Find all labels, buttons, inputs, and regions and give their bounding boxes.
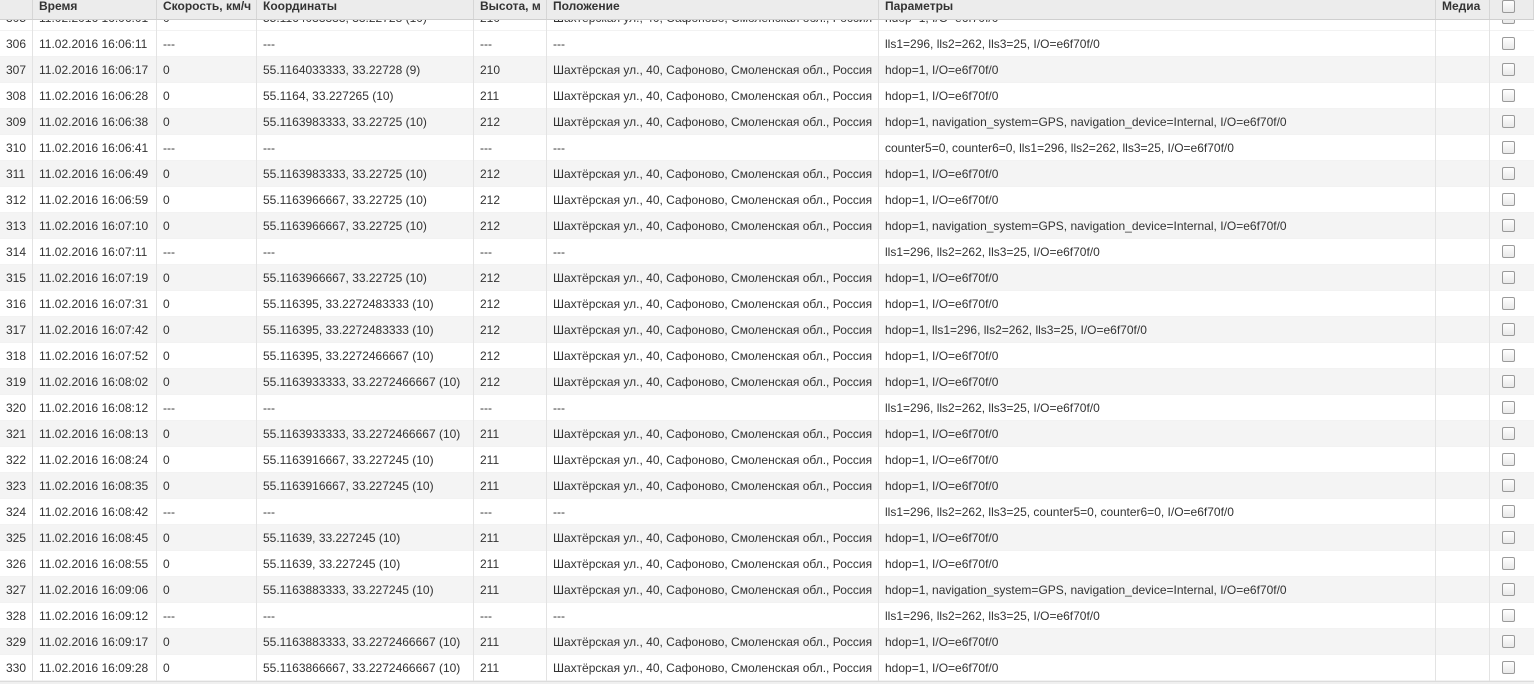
table-row[interactable] <box>0 291 1534 317</box>
row-index: 319 <box>0 369 33 395</box>
row-index: 322 <box>0 447 33 473</box>
row-coordinates: 55.1163933333, 33.2272466667 (10) <box>257 369 474 395</box>
row-media <box>1436 499 1490 525</box>
row-check-cell <box>1490 291 1534 317</box>
row-location: Шахтёрская ул., 40, Сафоново, Смоленская обл., Россия <box>547 109 879 135</box>
table-row[interactable] <box>0 473 1534 499</box>
row-coordinates: 55.11639, 33.227245 (10) <box>257 551 474 577</box>
row-check-cell <box>1490 629 1534 655</box>
row-altitude: 212 <box>474 291 547 317</box>
row-index: 313 <box>0 213 33 239</box>
row-coordinates: 55.1163966667, 33.22725 (10) <box>257 265 474 291</box>
row-altitude: 212 <box>474 369 547 395</box>
row-index: 320 <box>0 395 33 421</box>
row-speed: 0 <box>157 213 257 239</box>
row-checkbox[interactable] <box>1502 193 1515 206</box>
row-checkbox[interactable] <box>1502 245 1515 258</box>
row-altitude: 212 <box>474 161 547 187</box>
row-checkbox[interactable] <box>1502 661 1515 674</box>
row-speed: 0 <box>157 525 257 551</box>
row-checkbox[interactable] <box>1502 349 1515 362</box>
row-checkbox[interactable] <box>1502 635 1515 648</box>
row-check-cell <box>1490 603 1534 629</box>
row-index: 317 <box>0 317 33 343</box>
row-time: 11.02.2016 16:08:02 <box>33 369 157 395</box>
row-media <box>1436 135 1490 161</box>
row-time: 11.02.2016 16:07:52 <box>33 343 157 369</box>
row-index: 330 <box>0 655 33 681</box>
row-check-cell <box>1490 57 1534 83</box>
select-all-cell <box>1490 0 1534 19</box>
row-index: 324 <box>0 499 33 525</box>
row-time: 11.02.2016 16:07:19 <box>33 265 157 291</box>
column-header-time[interactable]: Время <box>33 0 157 19</box>
row-index: 328 <box>0 603 33 629</box>
row-check-cell <box>1490 473 1534 499</box>
row-index: 326 <box>0 551 33 577</box>
row-parameters: hdop=1, I/O=e6f70f/0 <box>879 421 1436 447</box>
row-time: 11.02.2016 16:06:59 <box>33 187 157 213</box>
row-speed: 0 <box>157 265 257 291</box>
row-checkbox[interactable] <box>1502 167 1515 180</box>
row-checkbox[interactable] <box>1502 557 1515 570</box>
row-index: 314 <box>0 239 33 265</box>
row-altitude: --- <box>474 135 547 161</box>
row-coordinates: 55.116395, 33.2272483333 (10) <box>257 291 474 317</box>
column-header-coordinates[interactable]: Координаты <box>257 0 474 19</box>
row-check-cell <box>1490 161 1534 187</box>
row-location: Шахтёрская ул., 40, Сафоново, Смоленская обл., Россия <box>547 161 879 187</box>
row-check-cell <box>1490 447 1534 473</box>
row-altitude: 212 <box>474 213 547 239</box>
row-location: Шахтёрская ул., 40, Сафоново, Смоленская обл., Россия <box>547 655 879 681</box>
row-speed: --- <box>157 395 257 421</box>
row-parameters: hdop=1, I/O=e6f70f/0 <box>879 161 1436 187</box>
row-checkbox[interactable] <box>1502 37 1515 50</box>
row-parameters: hdop=1, I/O=e6f70f/0 <box>879 473 1436 499</box>
row-time: 11.02.2016 16:08:45 <box>33 525 157 551</box>
row-speed: 0 <box>157 343 257 369</box>
row-speed: 0 <box>157 473 257 499</box>
row-location: Шахтёрская ул., 40, Сафоново, Смоленская обл., Россия <box>547 525 879 551</box>
row-check-cell <box>1490 31 1534 57</box>
row-checkbox[interactable] <box>1502 479 1515 492</box>
row-check-cell <box>1490 239 1534 265</box>
table-row[interactable] <box>0 109 1534 135</box>
row-coordinates: 55.1163866667, 33.2272466667 (10) <box>257 655 474 681</box>
row-check-cell <box>1490 135 1534 161</box>
row-location: Шахтёрская ул., 40, Сафоново, Смоленская обл., Россия <box>547 473 879 499</box>
row-location: --- <box>547 603 879 629</box>
row-index: 306 <box>0 31 33 57</box>
row-altitude: 210 <box>474 57 547 83</box>
row-check-cell <box>1490 213 1534 239</box>
row-index: 312 <box>0 187 33 213</box>
row-location: Шахтёрская ул., 40, Сафоново, Смоленская обл., Россия <box>547 551 879 577</box>
row-check-cell <box>1490 109 1534 135</box>
row-altitude: 212 <box>474 265 547 291</box>
row-location: Шахтёрская ул., 40, Сафоново, Смоленская обл., Россия <box>547 265 879 291</box>
row-media <box>1436 369 1490 395</box>
row-media <box>1436 31 1490 57</box>
row-index: 318 <box>0 343 33 369</box>
row-time: 11.02.2016 16:08:42 <box>33 499 157 525</box>
row-parameters: hdop=1, navigation_system=GPS, navigation_device=Internal, I/O=e6f70f/0 <box>879 109 1436 135</box>
row-coordinates: 55.11639, 33.227245 (10) <box>257 525 474 551</box>
row-coordinates: 55.1163966667, 33.22725 (10) <box>257 213 474 239</box>
row-coordinates: --- <box>257 239 474 265</box>
row-media <box>1436 317 1490 343</box>
row-location: Шахтёрская ул., 40, Сафоново, Смоленская обл., Россия <box>547 187 879 213</box>
row-coordinates: 55.1164, 33.227265 (10) <box>257 83 474 109</box>
row-time: 11.02.2016 16:08:12 <box>33 395 157 421</box>
row-media <box>1436 577 1490 603</box>
row-time: 11.02.2016 16:08:24 <box>33 447 157 473</box>
row-parameters: lls1=296, lls2=262, lls3=25, I/O=e6f70f/0 <box>879 395 1436 421</box>
table-row[interactable] <box>0 187 1534 213</box>
table-row[interactable] <box>0 161 1534 187</box>
row-altitude: 211 <box>474 83 547 109</box>
column-header-altitude[interactable]: Высота, м <box>474 0 547 19</box>
row-speed: --- <box>157 239 257 265</box>
row-altitude: 211 <box>474 473 547 499</box>
row-coordinates: 55.1163933333, 33.2272466667 (10) <box>257 421 474 447</box>
select-all-checkbox[interactable] <box>1502 0 1515 13</box>
row-time: 11.02.2016 16:08:55 <box>33 551 157 577</box>
column-header-location[interactable]: Положение <box>547 0 879 19</box>
row-location: Шахтёрская ул., 40, Сафоново, Смоленская обл., Россия <box>547 317 879 343</box>
column-header-media[interactable]: Медиа <box>1436 0 1490 19</box>
row-media <box>1436 447 1490 473</box>
table-row[interactable] <box>0 317 1534 343</box>
row-parameters: hdop=1, lls1=296, lls2=262, lls3=25, I/O=e6f70f/0 <box>879 317 1436 343</box>
row-parameters: hdop=1, I/O=e6f70f/0 <box>879 655 1436 681</box>
row-location: Шахтёрская ул., 40, Сафоново, Смоленская обл., Россия <box>547 369 879 395</box>
table-row[interactable] <box>0 57 1534 83</box>
row-index: 321 <box>0 421 33 447</box>
row-media <box>1436 83 1490 109</box>
row-coordinates: 55.1163916667, 33.227245 (10) <box>257 447 474 473</box>
row-coordinates: 55.1163966667, 33.22725 (10) <box>257 187 474 213</box>
row-media <box>1436 187 1490 213</box>
row-speed: 0 <box>157 109 257 135</box>
row-speed: 0 <box>157 629 257 655</box>
row-altitude: --- <box>474 395 547 421</box>
row-speed: 0 <box>157 577 257 603</box>
row-index: 307 <box>0 57 33 83</box>
row-check-cell <box>1490 655 1534 681</box>
row-location: Шахтёрская ул., 40, Сафоново, Смоленская обл., Россия <box>547 343 879 369</box>
row-altitude: 212 <box>474 343 547 369</box>
row-parameters: lls1=296, lls2=262, lls3=25, I/O=e6f70f/0 <box>879 603 1436 629</box>
row-coordinates: 55.1164033333, 33.22728 (9) <box>257 57 474 83</box>
row-time: 11.02.2016 16:06:17 <box>33 57 157 83</box>
table-row[interactable] <box>0 369 1534 395</box>
table-row[interactable] <box>0 421 1534 447</box>
row-coordinates: --- <box>257 31 474 57</box>
row-check-cell <box>1490 343 1534 369</box>
row-check-cell <box>1490 83 1534 109</box>
row-time: 11.02.2016 16:08:13 <box>33 421 157 447</box>
row-altitude: --- <box>474 239 547 265</box>
row-parameters: hdop=1, I/O=e6f70f/0 <box>879 83 1436 109</box>
row-parameters: hdop=1, I/O=e6f70f/0 <box>879 187 1436 213</box>
row-index: 323 <box>0 473 33 499</box>
row-media <box>1436 525 1490 551</box>
row-checkbox[interactable] <box>1502 609 1515 622</box>
row-location: Шахтёрская ул., 40, Сафоново, Смоленская обл., Россия <box>547 447 879 473</box>
table-row[interactable] <box>0 83 1534 109</box>
row-parameters: hdop=1, I/O=e6f70f/0 <box>879 265 1436 291</box>
table-row[interactable] <box>0 577 1534 603</box>
table-row[interactable] <box>0 655 1534 681</box>
table-header <box>0 0 1534 20</box>
row-speed: 0 <box>157 83 257 109</box>
table-row[interactable] <box>0 343 1534 369</box>
table-row[interactable] <box>0 499 1534 525</box>
row-media <box>1436 265 1490 291</box>
row-time: 11.02.2016 16:09:12 <box>33 603 157 629</box>
row-checkbox[interactable] <box>1502 375 1515 388</box>
row-parameters: hdop=1, I/O=e6f70f/0 <box>879 525 1436 551</box>
row-location: Шахтёрская ул., 40, Сафоново, Смоленская обл., Россия <box>547 57 879 83</box>
row-time: 11.02.2016 16:06:11 <box>33 31 157 57</box>
row-checkbox[interactable] <box>1502 63 1515 76</box>
table-row[interactable] <box>0 603 1534 629</box>
row-time: 11.02.2016 16:09:28 <box>33 655 157 681</box>
table-row[interactable] <box>0 447 1534 473</box>
row-speed: --- <box>157 135 257 161</box>
row-time: 11.02.2016 16:07:10 <box>33 213 157 239</box>
row-checkbox[interactable] <box>1502 583 1515 596</box>
row-time: 11.02.2016 16:08:35 <box>33 473 157 499</box>
row-index: 308 <box>0 83 33 109</box>
row-media <box>1436 421 1490 447</box>
row-altitude: 212 <box>474 109 547 135</box>
row-checkbox[interactable] <box>1502 219 1515 232</box>
row-checkbox[interactable] <box>1502 141 1515 154</box>
table-row[interactable] <box>0 213 1534 239</box>
row-media <box>1436 239 1490 265</box>
row-altitude: --- <box>474 31 547 57</box>
row-time: 11.02.2016 16:06:49 <box>33 161 157 187</box>
row-speed: 0 <box>157 161 257 187</box>
row-check-cell <box>1490 499 1534 525</box>
row-parameters: hdop=1, navigation_system=GPS, navigation_device=Internal, I/O=e6f70f/0 <box>879 577 1436 603</box>
row-speed: 0 <box>157 551 257 577</box>
row-parameters: hdop=1, I/O=e6f70f/0 <box>879 551 1436 577</box>
row-media <box>1436 603 1490 629</box>
row-coordinates: 55.1163983333, 33.22725 (10) <box>257 109 474 135</box>
row-check-cell <box>1490 525 1534 551</box>
row-index: 311 <box>0 161 33 187</box>
row-location: --- <box>547 239 879 265</box>
row-media <box>1436 109 1490 135</box>
row-media <box>1436 395 1490 421</box>
row-speed: --- <box>157 31 257 57</box>
row-parameters: lls1=296, lls2=262, lls3=25, I/O=e6f70f/0 <box>879 239 1436 265</box>
row-media <box>1436 213 1490 239</box>
row-checkbox[interactable] <box>1502 427 1515 440</box>
row-altitude: 211 <box>474 447 547 473</box>
row-location: --- <box>547 395 879 421</box>
table-row[interactable] <box>0 551 1534 577</box>
row-location: Шахтёрская ул., 40, Сафоново, Смоленская обл., Россия <box>547 421 879 447</box>
row-time: 11.02.2016 16:07:42 <box>33 317 157 343</box>
row-time: 11.02.2016 16:07:11 <box>33 239 157 265</box>
row-checkbox[interactable] <box>1502 89 1515 102</box>
row-index: 327 <box>0 577 33 603</box>
row-speed: 0 <box>157 187 257 213</box>
row-speed: 0 <box>157 655 257 681</box>
row-media <box>1436 473 1490 499</box>
row-speed: 0 <box>157 421 257 447</box>
row-time: 11.02.2016 16:09:06 <box>33 577 157 603</box>
row-altitude: 211 <box>474 525 547 551</box>
row-checkbox[interactable] <box>1502 531 1515 544</box>
row-parameters: hdop=1, I/O=e6f70f/0 <box>879 291 1436 317</box>
table-row[interactable] <box>0 395 1534 421</box>
row-speed: 0 <box>157 291 257 317</box>
row-coordinates: 55.1163883333, 33.2272466667 (10) <box>257 629 474 655</box>
row-checkbox[interactable] <box>1502 453 1515 466</box>
row-speed: --- <box>157 499 257 525</box>
row-location: Шахтёрская ул., 40, Сафоново, Смоленская обл., Россия <box>547 577 879 603</box>
row-time: 11.02.2016 16:07:31 <box>33 291 157 317</box>
row-altitude: --- <box>474 603 547 629</box>
row-altitude: 212 <box>474 317 547 343</box>
row-parameters: hdop=1, I/O=e6f70f/0 <box>879 447 1436 473</box>
column-header-index <box>0 0 33 19</box>
row-media <box>1436 551 1490 577</box>
row-checkbox[interactable] <box>1502 323 1515 336</box>
row-speed: --- <box>157 603 257 629</box>
table-row[interactable] <box>0 525 1534 551</box>
row-time: 11.02.2016 16:06:28 <box>33 83 157 109</box>
row-altitude: 211 <box>474 421 547 447</box>
table-row[interactable] <box>0 239 1534 265</box>
table-row[interactable] <box>0 629 1534 655</box>
row-checkbox[interactable] <box>1502 271 1515 284</box>
row-altitude: 211 <box>474 577 547 603</box>
row-coordinates: 55.1163983333, 33.22725 (10) <box>257 161 474 187</box>
row-index: 325 <box>0 525 33 551</box>
row-checkbox[interactable] <box>1502 505 1515 518</box>
column-header-parameters[interactable]: Параметры <box>879 0 1436 19</box>
row-checkbox[interactable] <box>1502 115 1515 128</box>
row-check-cell <box>1490 551 1534 577</box>
row-time: 11.02.2016 16:06:38 <box>33 109 157 135</box>
row-parameters: counter5=0, counter6=0, lls1=296, lls2=262, lls3=25, I/O=e6f70f/0 <box>879 135 1436 161</box>
table-row[interactable] <box>0 31 1534 57</box>
row-location: Шахтёрская ул., 40, Сафоново, Смоленская обл., Россия <box>547 213 879 239</box>
row-coordinates: --- <box>257 135 474 161</box>
row-altitude: 211 <box>474 655 547 681</box>
row-speed: 0 <box>157 317 257 343</box>
row-parameters: hdop=1, I/O=e6f70f/0 <box>879 343 1436 369</box>
row-index: 315 <box>0 265 33 291</box>
row-media <box>1436 57 1490 83</box>
row-check-cell <box>1490 577 1534 603</box>
row-parameters: hdop=1, I/O=e6f70f/0 <box>879 57 1436 83</box>
row-coordinates: --- <box>257 603 474 629</box>
table-row[interactable] <box>0 135 1534 161</box>
row-parameters: hdop=1, I/O=e6f70f/0 <box>879 629 1436 655</box>
table-row[interactable] <box>0 265 1534 291</box>
row-coordinates: 55.116395, 33.2272466667 (10) <box>257 343 474 369</box>
row-coordinates: --- <box>257 499 474 525</box>
row-parameters: lls1=296, lls2=262, lls3=25, counter5=0, counter6=0, I/O=e6f70f/0 <box>879 499 1436 525</box>
row-media <box>1436 629 1490 655</box>
row-check-cell <box>1490 265 1534 291</box>
row-altitude: --- <box>474 499 547 525</box>
row-speed: 0 <box>157 369 257 395</box>
row-check-cell <box>1490 395 1534 421</box>
row-checkbox[interactable] <box>1502 297 1515 310</box>
row-coordinates: 55.1163916667, 33.227245 (10) <box>257 473 474 499</box>
row-location: Шахтёрская ул., 40, Сафоново, Смоленская обл., Россия <box>547 83 879 109</box>
row-parameters: hdop=1, navigation_system=GPS, navigation_device=Internal, I/O=e6f70f/0 <box>879 213 1436 239</box>
row-coordinates: --- <box>257 395 474 421</box>
row-location: Шахтёрская ул., 40, Сафоново, Смоленская обл., Россия <box>547 291 879 317</box>
row-parameters: hdop=1, I/O=e6f70f/0 <box>879 369 1436 395</box>
row-media <box>1436 291 1490 317</box>
row-location: --- <box>547 499 879 525</box>
row-check-cell <box>1490 187 1534 213</box>
row-altitude: 211 <box>474 629 547 655</box>
row-location: --- <box>547 135 879 161</box>
table-body <box>0 5 1534 681</box>
row-checkbox[interactable] <box>1502 401 1515 414</box>
row-location: --- <box>547 31 879 57</box>
row-time: 11.02.2016 16:09:17 <box>33 629 157 655</box>
column-header-speed[interactable]: Скорость, км/ч <box>157 0 257 19</box>
row-check-cell <box>1490 317 1534 343</box>
row-coordinates: 55.116395, 33.2272483333 (10) <box>257 317 474 343</box>
row-media <box>1436 655 1490 681</box>
row-check-cell <box>1490 421 1534 447</box>
row-parameters: lls1=296, lls2=262, lls3=25, I/O=e6f70f/0 <box>879 31 1436 57</box>
row-speed: 0 <box>157 447 257 473</box>
row-time: 11.02.2016 16:06:41 <box>33 135 157 161</box>
row-location: Шахтёрская ул., 40, Сафоново, Смоленская обл., Россия <box>547 629 879 655</box>
row-index: 310 <box>0 135 33 161</box>
row-index: 316 <box>0 291 33 317</box>
row-coordinates: 55.1163883333, 33.227245 (10) <box>257 577 474 603</box>
row-altitude: 212 <box>474 187 547 213</box>
row-media <box>1436 161 1490 187</box>
row-speed: 0 <box>157 57 257 83</box>
row-altitude: 211 <box>474 551 547 577</box>
row-index: 329 <box>0 629 33 655</box>
row-index: 309 <box>0 109 33 135</box>
row-media <box>1436 343 1490 369</box>
row-check-cell <box>1490 369 1534 395</box>
